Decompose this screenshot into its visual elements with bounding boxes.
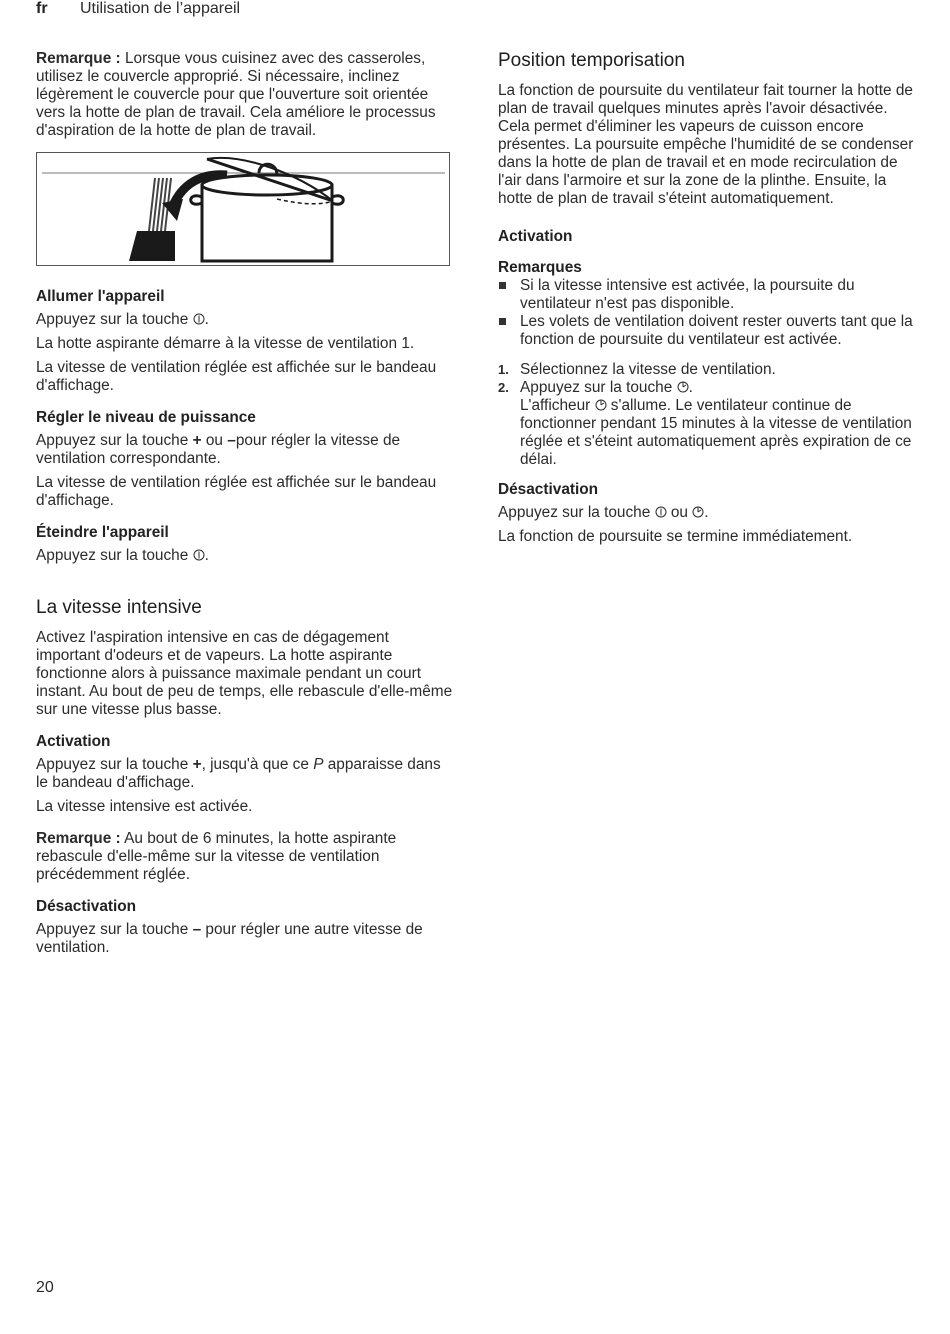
intensive-activated: La vitesse intensive est activée. xyxy=(36,798,253,815)
activation-steps xyxy=(498,361,914,469)
right-column xyxy=(498,50,914,552)
pot-lid-illustration xyxy=(36,152,450,266)
power-icon xyxy=(655,506,667,518)
remark-paragraph: Remarque : Lorsque vous cuisinez avec des casseroles, utilisez le couvercle approprié. Si nécessaire, inclinez légèrement le couvercle pour que l'ouverture soit orientée vers la hotte de plan de travail. Cela améliore le processus d'aspiration de la hotte de plan de travail. xyxy=(36,50,436,139)
pot-illustration-graphic xyxy=(37,153,449,265)
timer-icon xyxy=(595,399,607,411)
afterrun-deactivation-result: La fonction de poursuite se termine immédiatement. xyxy=(498,528,853,545)
turn-on-display-note: La vitesse de ventilation réglée est affichée sur le bandeau d'affichage. xyxy=(36,359,437,394)
list-item: 2. Appuyez sur la touche . L'afficheur s'allume. Le ventilateur continue de fonctionner pendant 15 minutes à la vitesse de ventilation réglée et s'éteint automatiquement après expiration de ce délai. xyxy=(498,379,912,468)
power-level-display-note: La vitesse de ventilation réglée est affichée sur le bandeau d'affichage. xyxy=(36,474,437,509)
intensive-deactivation-step: Appuyez sur la touche – pour régler une autre vitesse de ventilation. xyxy=(36,921,423,956)
section-title: Utilisation de l’appareil xyxy=(80,0,241,17)
turn-off-heading: Éteindre l'appareil xyxy=(36,524,169,541)
plus-icon: + xyxy=(192,432,202,449)
power-icon xyxy=(193,549,205,561)
remarks-list xyxy=(498,277,914,349)
intensive-deactivation-heading: Désactivation xyxy=(36,898,137,915)
turn-off-step: Appuyez sur la touche . xyxy=(36,547,209,564)
list-item: Les volets de ventilation doivent rester ouverts tant que la fonction de poursuite du ventilateur est activée. xyxy=(498,313,914,349)
remarks-heading: Remarques xyxy=(498,259,582,276)
minus-icon: – xyxy=(192,921,202,938)
page-header xyxy=(36,0,241,18)
afterrun-deactivation-heading: Désactivation xyxy=(498,481,599,498)
turn-on-heading: Allumer l'appareil xyxy=(36,288,165,305)
timer-icon xyxy=(677,381,689,393)
intensive-activation-heading: Activation xyxy=(36,733,111,750)
power-level-heading: Régler le niveau de puissance xyxy=(36,409,256,426)
turn-on-result: La hotte aspirante démarre à la vitesse de ventilation 1. xyxy=(36,335,415,352)
list-item: 1. Sélectionnez la vitesse de ventilation. xyxy=(498,361,776,378)
page-number: 20 xyxy=(36,1279,54,1296)
turn-on-step: Appuyez sur la touche . xyxy=(36,311,209,328)
list-item: Si la vitesse intensive est activée, la poursuite du ventilateur n'est pas disponible. xyxy=(498,277,914,313)
left-column xyxy=(36,50,456,963)
language-code: fr xyxy=(36,0,48,17)
intensive-activation-step: Appuyez sur la touche +, jusqu'à que ce P apparaisse dans le bandeau d'affichage. xyxy=(36,756,441,791)
power-icon xyxy=(193,313,205,325)
afterrun-title: Position temporisation xyxy=(498,50,685,71)
afterrun-deactivation-step: Appuyez sur la touche ou . xyxy=(498,504,709,521)
power-level-step: Appuyez sur la touche + ou –pour régler la vitesse de ventilation correspondante. xyxy=(36,432,401,467)
intensive-title: La vitesse intensive xyxy=(36,597,202,618)
intensive-intro: Activez l'aspiration intensive en cas de dégagement important d'odeurs et de vapeurs. La hotte aspirante fonctionne alors à puissance maximale pendant un court instant. Au bout de peu de temps, elle rebascule d'elle-même sur une vitesse plus basse. xyxy=(36,629,453,718)
afterrun-activation-heading: Activation xyxy=(498,228,573,245)
intensive-p-icon: P xyxy=(313,756,324,773)
afterrun-intro: La fonction de poursuite du ventilateur fait tourner la hotte de plan de travail quelques minutes après l'avoir désactivée. Cela permet d'éliminer les vapeurs de cuisson encore présentes. La poursuite empêche l'humidité de se condenser dans la hotte de plan de travail et en mode recirculation de l'air dans l'armoire et sur la zone de la plinthe. Ensuite, la hotte de plan de travail s'éteint automatiquement. xyxy=(498,82,914,207)
intensive-remark: Remarque : Au bout de 6 minutes, la hotte aspirante rebascule d'elle-même sur la vitesse de ventilation précédemment réglée. xyxy=(36,830,397,883)
plus-icon: + xyxy=(192,756,202,773)
minus-icon: – xyxy=(227,432,236,449)
timer-icon xyxy=(692,506,704,518)
